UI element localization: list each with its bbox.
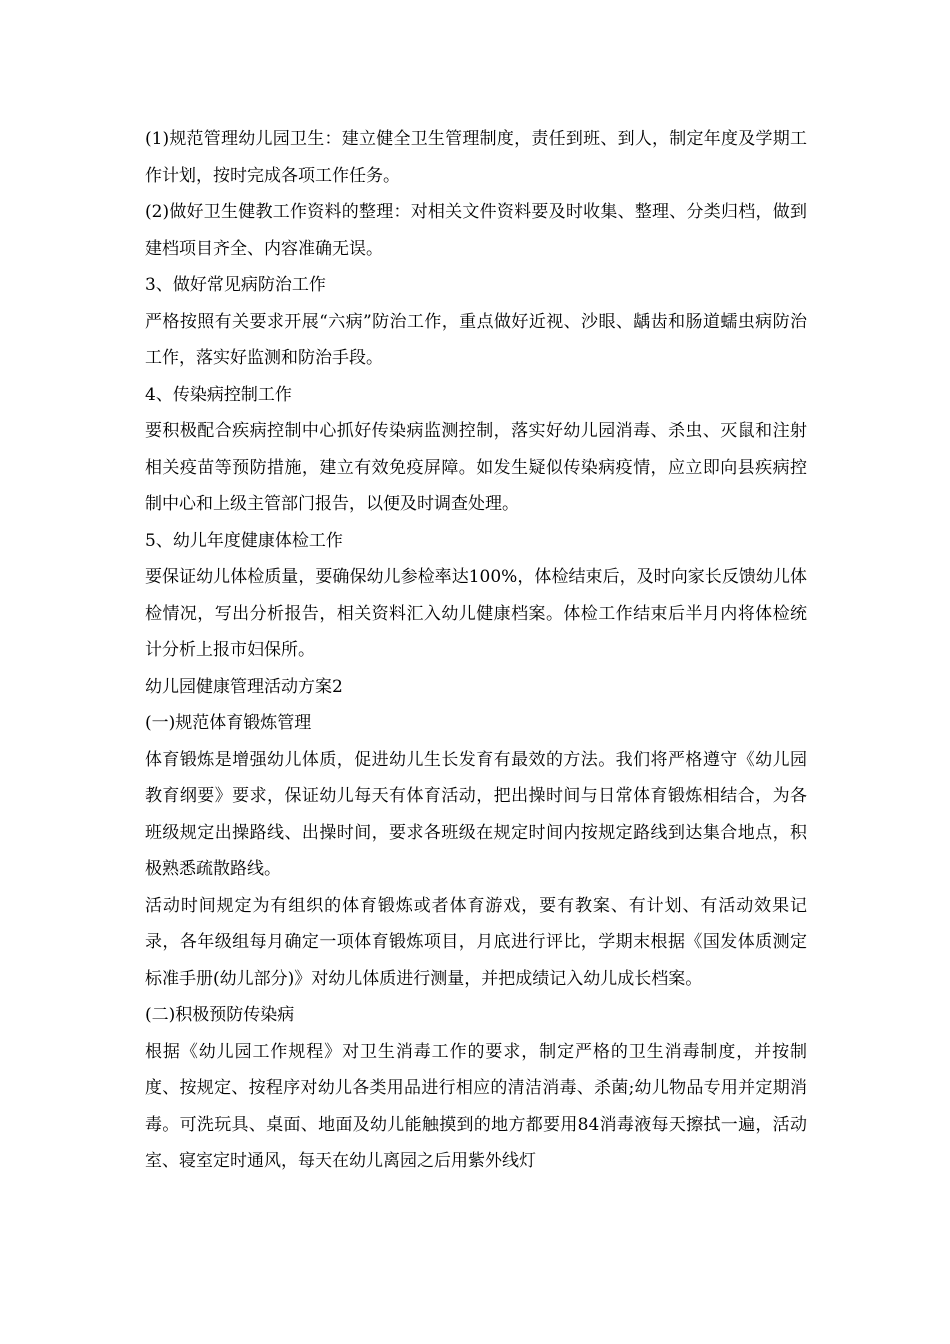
paragraph-hygiene-management: (1)规范管理幼儿园卫生：建立健全卫生管理制度，责任到班、到人，制定年度及学期工作计划，按时完成各项工作任务。: [145, 129, 807, 186]
heading-plan-2: 幼儿园健康管理活动方案2: [145, 676, 343, 697]
paragraph-physical-exercise: 体育锻炼是增强幼儿体质，促进幼儿生长发育有最效的方法。我们将严格遵守《幼儿园教育纲要》要求，保证幼儿每天有体育活动，把出操时间与日常体育锻炼相结合，为各班级规定出操路线、出操时间，要求各班级在规定时间内按规定路线到达集合地点，积极熟悉疏散路线。: [145, 749, 807, 879]
heading-infectious-disease-control: 4、传染病控制工作: [145, 384, 292, 405]
paragraph-disinfection: 根据《幼儿园工作规程》对卫生消毒工作的要求，制定严格的卫生消毒制度，并按制度、按规定、按程序对幼儿各类用品进行相应的清洁消毒、杀菌;幼儿物品专用并定期消毒。可洗玩具、桌面、地面及幼儿能触摸到的地方都要用84消毒液每天擦拭一遍，活动室、寝室定时通风，每天在幼儿离园之后用紫外线灯: [145, 1041, 807, 1171]
paragraph-six-diseases: 严格按照有关要求开展“六病”防治工作，重点做好近视、沙眼、龋齿和肠道蠕虫病防治工作，落实好监测和防治手段。: [145, 311, 807, 368]
heading-prevent-infectious-disease: (二)积极预防传染病: [145, 1005, 295, 1025]
heading-common-disease-prevention: 3、做好常见病防治工作: [145, 275, 326, 295]
paragraph-health-education-records: (2)做好卫生健教工作资料的整理：对相关文件资料要及时收集、整理、分类归档，做到建档项目齐全、内容准确无误。: [145, 202, 807, 259]
paragraph-infectious-disease-control: 要积极配合疾病控制中心抓好传染病监测控制，落实好幼儿园消毒、杀虫、灭鼠和注射相关疫苗等预防措施，建立有效免疫屏障。如发生疑似传染病疫情，应立即向县疾病控制中心和上级主管部门报告，以便及时调查处理。: [145, 421, 807, 514]
paragraph-annual-health-check: 要保证幼儿体检质量，要确保幼儿参检率达100%，体检结束后，及时向家长反馈幼儿体检情况，写出分析报告，相关资料汇入幼儿健康档案。体检工作结束后半月内将体检统计分析上报市妇保所。: [145, 567, 807, 660]
heading-annual-health-check: 5、幼儿年度健康体检工作: [145, 530, 343, 551]
heading-physical-exercise: (一)规范体育锻炼管理: [145, 713, 312, 733]
paragraph-activity-time: 活动时间规定为有组织的体育锻炼或者体育游戏，要有教案、有计划、有活动效果记录，各年级组每月确定一项体育锻炼项目，月底进行评比，学期末根据《国发体质测定标准手册(幼儿部分)》对幼儿体质进行测量，并把成绩记入幼儿成长档案。: [145, 895, 807, 989]
document-body: [145, 121, 807, 1180]
